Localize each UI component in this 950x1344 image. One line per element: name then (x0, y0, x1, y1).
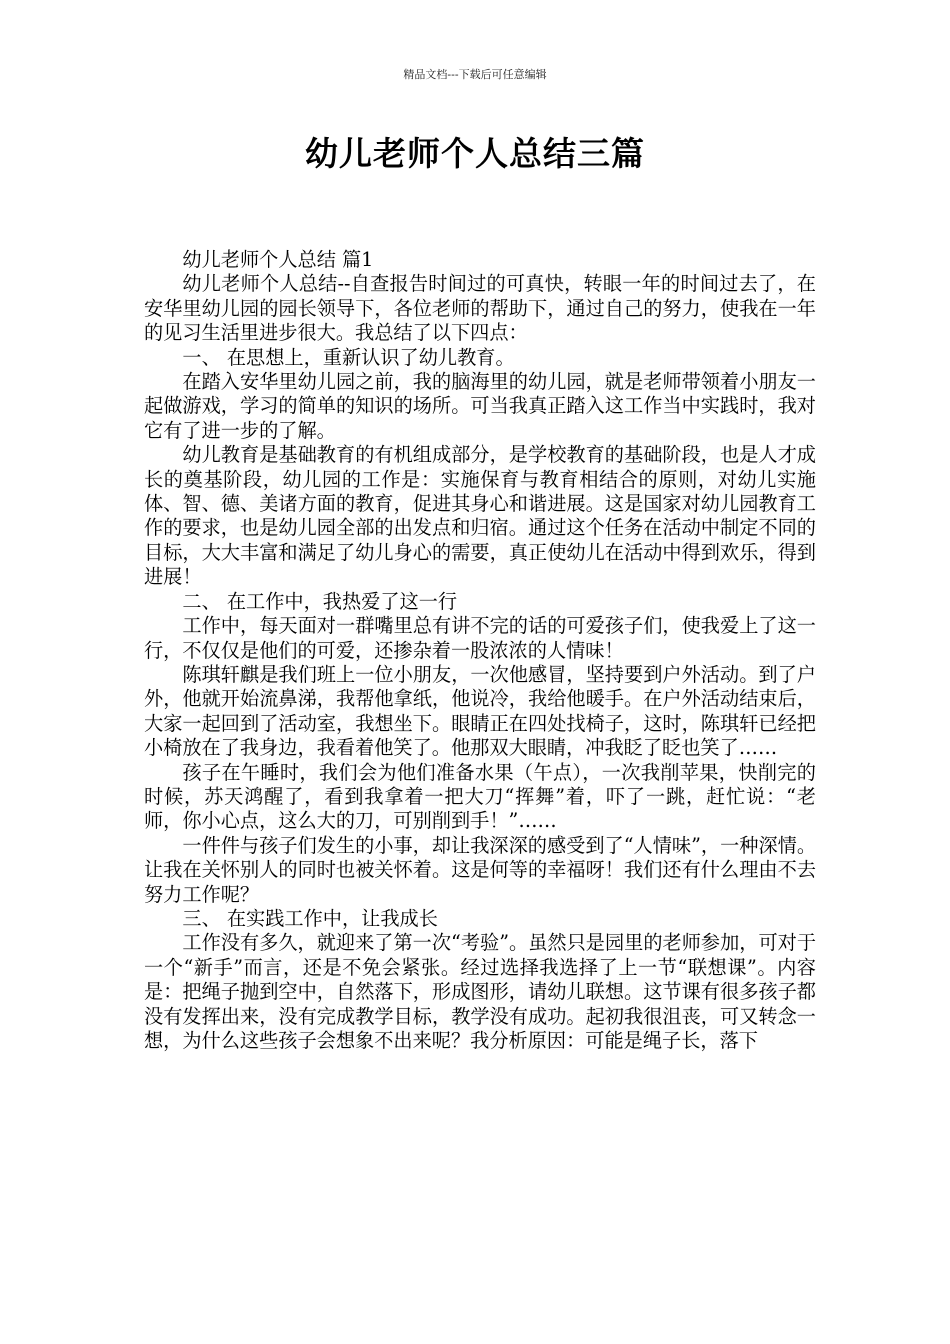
paragraph: 一件件与孩子们发生的小事，却让我深深的感受到了“人情味”，一种深情。让我在关怀别人的同时也被关怀着。这是何等的幸福呀！我们还有什么理由不去努力工作呢？ (144, 833, 817, 906)
section-heading: 三、 在实践工作中，让我成长 (182, 906, 438, 930)
paragraph: 孩子在午睡时，我们会为他们准备水果（午点），一次我削苹果，快削完的时候，苏天鸿醒了，看到我拿着一把大刀“挥舞”着，吓了一跳，赶忙说：“老师，你小心点，这么大的刀，可别削到手！”…… (144, 760, 816, 833)
paragraph: 在踏入安华里幼儿园之前，我的脑海里的幼儿园，就是老师带领着小朋友一起做游戏，学习的简单的知识的场所。可当我真正踏入这工作当中实践时，我对它有了进一步的了解。 (144, 370, 816, 442)
document-body (144, 248, 816, 1053)
section-heading: 二、 在工作中，我热爱了这一行 (182, 589, 458, 613)
section-heading: 一、 在思想上，重新认识了幼儿教育。 (182, 345, 515, 369)
paragraph: 工作中，每天面对一群嘴里总有讲不完的话的可爱孩子们，使我爱上了这一行，不仅仅是他们的可爱，还掺杂着一股浓浓的人情味！ (144, 614, 816, 662)
header-note: 精品文档---下载后可任意编辑 (403, 68, 547, 81)
paragraph: 陈琪轩麒是我们班上一位小朋友，一次他感冒，坚持要到户外活动。到了户外，他就开始流鼻涕，我帮他拿纸，他说冷，我给他暖手。在户外活动结束后，大家一起回到了活动室，我想坐下。眼睛正在四处找椅子，这时，陈琪轩已经把小椅放在了我身边，我看着他笑了。他那双大眼睛，冲我眨了眨也笑了…… (144, 662, 816, 760)
document-title: 幼儿老师个人总结三篇 (305, 134, 645, 173)
subtitle-paragraph: 幼儿老师个人总结 篇1 (182, 248, 374, 271)
paragraph: 幼儿教育是基础教育的有机组成部分，是学校教育的基础阶段，也是人才成长的奠基阶段，幼儿园的工作是：实施保育与教育相结合的原则，对幼儿实施体、智、德、美诸方面的教育，促进其身心和谐进展。这是国家对幼儿园教育工作的要求，也是幼儿园全部的出发点和归宿。通过这个任务在活动中制定不同的目标，大大丰富和满足了幼儿身心的需要，真正使幼儿在活动中得到欢乐，得到进展！ (144, 443, 816, 589)
paragraph: 幼儿老师个人总结--自查报告时间过的可真快，转眼一年的时间过去了，在安华里幼儿园的园长领导下，各位老师的帮助下，通过自己的努力，使我在一年的见习生活里进步很大。我总结了以下四点： (144, 272, 816, 345)
paragraph: 工作没有多久，就迎来了第一次“考验”。虽然只是园里的老师参加，可对于一个“新手”而言，还是不免会紧张。经过选择我选择了上一节“联想课”。内容是：把绳子抛到空中，自然落下，形成图形，请幼儿联想。这节课有很多孩子都没有发挥出来，没有完成教学目标，教学没有成功。起初我很沮丧，可又转念一想，为什么这些孩子会想象不出来呢？我分析原因：可能是绳子长，落下 (144, 931, 817, 1052)
